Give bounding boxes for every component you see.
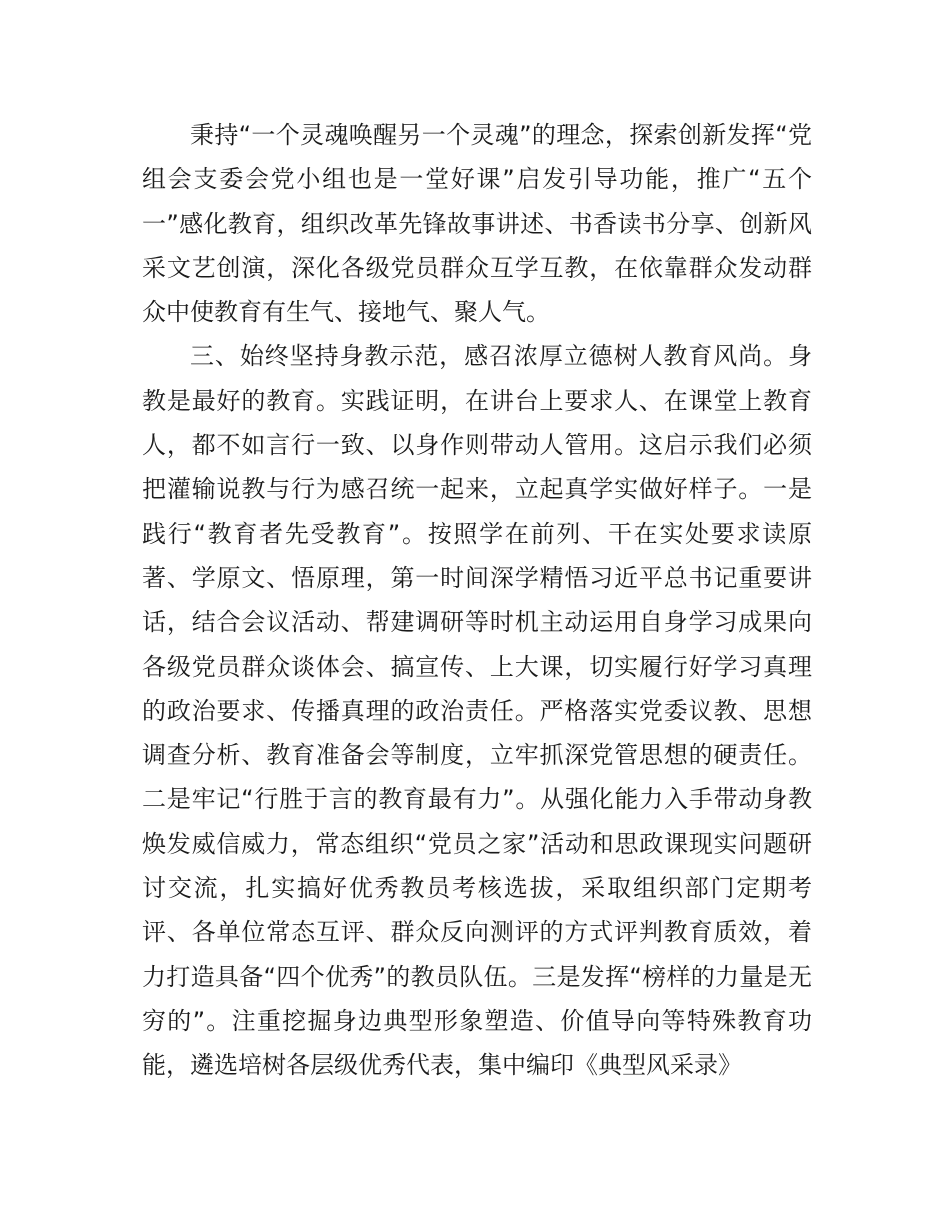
document-body — [142, 113, 812, 1088]
paragraph-1: 秉持“一个灵魂唤醒另一个灵魂”的理念，探索创新发挥“党组会支委会党小组也是一堂好课”启发引导功能，推广“五个一”感化教育，组织改革先锋故事讲述、书香读书分享、创新风采文艺创演，深化各级党员群众互学互教，在依靠群众发动群众中使教育有生气、接地气、聚人气。 — [142, 121, 812, 327]
paragraph-2: 三、始终坚持身教示范，感召浓厚立德树人教育风尚。身教是最好的教育。实践证明，在讲台上要求人、在课堂上教育人，都不如言行一致、以身作则带动人管用。这启示我们必须把灌输说教与行为感召统一起来，立起真学实做好样子。一是践行“教育者先受教育”。按照学在前列、干在实处要求读原著、学原文、悟原理，第一时间深学精悟习近平总书记重要讲话，结合会议活动、帮建调研等时机主动运用自身学习成果向各级党员群众谈体会、搞宣传、上大课，切实履行好学习真理的政治要求、传播真理的政治责任。严格落实党委议教、思想调查分析、教育准备会等制度，立牢抓深党管思想的硬责任。二是牢记“行胜于言的教育最有力”。从强化能力入手带动身教焕发威信威力，常态组织“党员之家”活动和思政课现实问题研讨交流，扎实搞好优秀教员考核选拔，采取组织部门定期考评、各单位常态互评、群众反向测评的方式评判教育质效，着力打造具备“四个优秀”的教员队伍。三是发挥“榜样的力量是无穷的”。注重挖掘身边典型形象塑造、价值导向等特殊教育功能，遴选培树各层级优秀代表，集中编印《典型风采录》 — [142, 342, 812, 1080]
